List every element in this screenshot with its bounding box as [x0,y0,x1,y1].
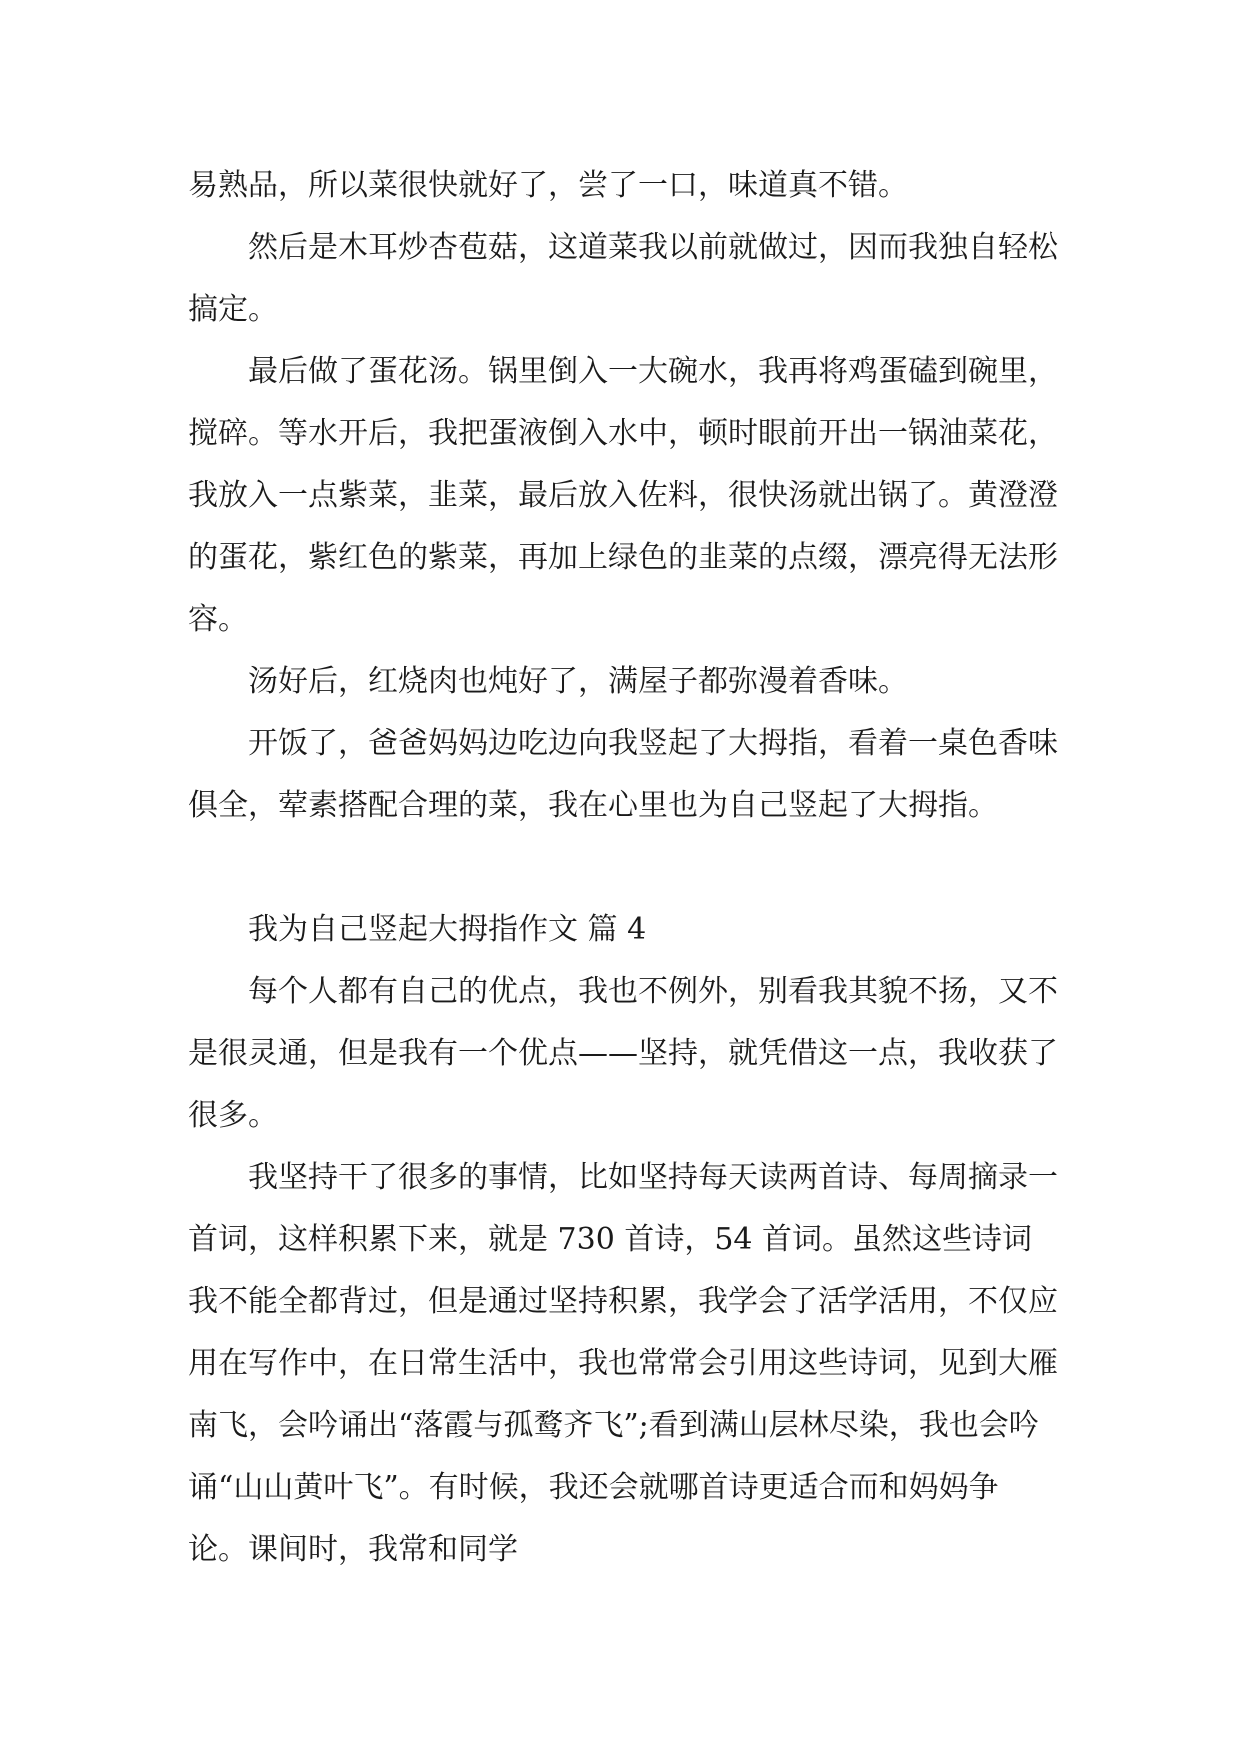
paragraph-3: 最后做了蛋花汤。锅里倒入一大碗水，我再将鸡蛋磕到碗里，搅碎。等水开后，我把蛋液倒入水中，顿时眼前开出一锅油菜花，我放入一点紫菜，韭菜，最后放入佐料，很快汤就出锅了。黄澄澄的蛋花，紫红色的紫菜，再加上绿色的韭菜的点缀，漂亮得无法形容。 [188,354,1058,637]
paragraph-1: 易熟品，所以菜很快就好了，尝了一口，味道真不错。 [188,168,908,203]
paragraph-4: 汤好后，红烧肉也炖好了，满屋子都弥漫着香味。 [248,664,908,699]
section-heading: 我为自己竖起大拇指作文 篇 4 [248,912,647,947]
paragraph-6: 每个人都有自己的优点，我也不例外，别看我其貌不扬，又不是很灵通，但是我有一个优点——坚持，就凭借这一点，我收获了很多。 [188,974,1058,1133]
paragraph-5: 开饭了，爸爸妈妈边吃边向我竖起了大拇指，看着一桌色香味俱全，荤素搭配合理的菜，我在心里也为自己竖起了大拇指。 [188,726,1058,823]
paragraph-2: 然后是木耳炒杏苞菇，这道菜我以前就做过，因而我独自轻松搞定。 [188,230,1058,327]
paragraph-7: 我坚持干了很多的事情，比如坚持每天读两首诗、每周摘录一首词，这样积累下来，就是 730 首诗，54 首词。虽然这些诗词我不能全都背过，但是通过坚持积累，我学会了活学活用，不仅应用在写作中，在日常生活中，我也常常会引用这些诗词，见到大雁南飞，会吟诵出“落霞与孤鹜齐飞”;看到满山层林尽染，我也会吟诵“山山黄叶飞”。有时候，我还会就哪首诗更适合而和妈妈争论。课间时，我常和同学 [188,1160,1058,1567]
document-body [188,155,1058,1581]
